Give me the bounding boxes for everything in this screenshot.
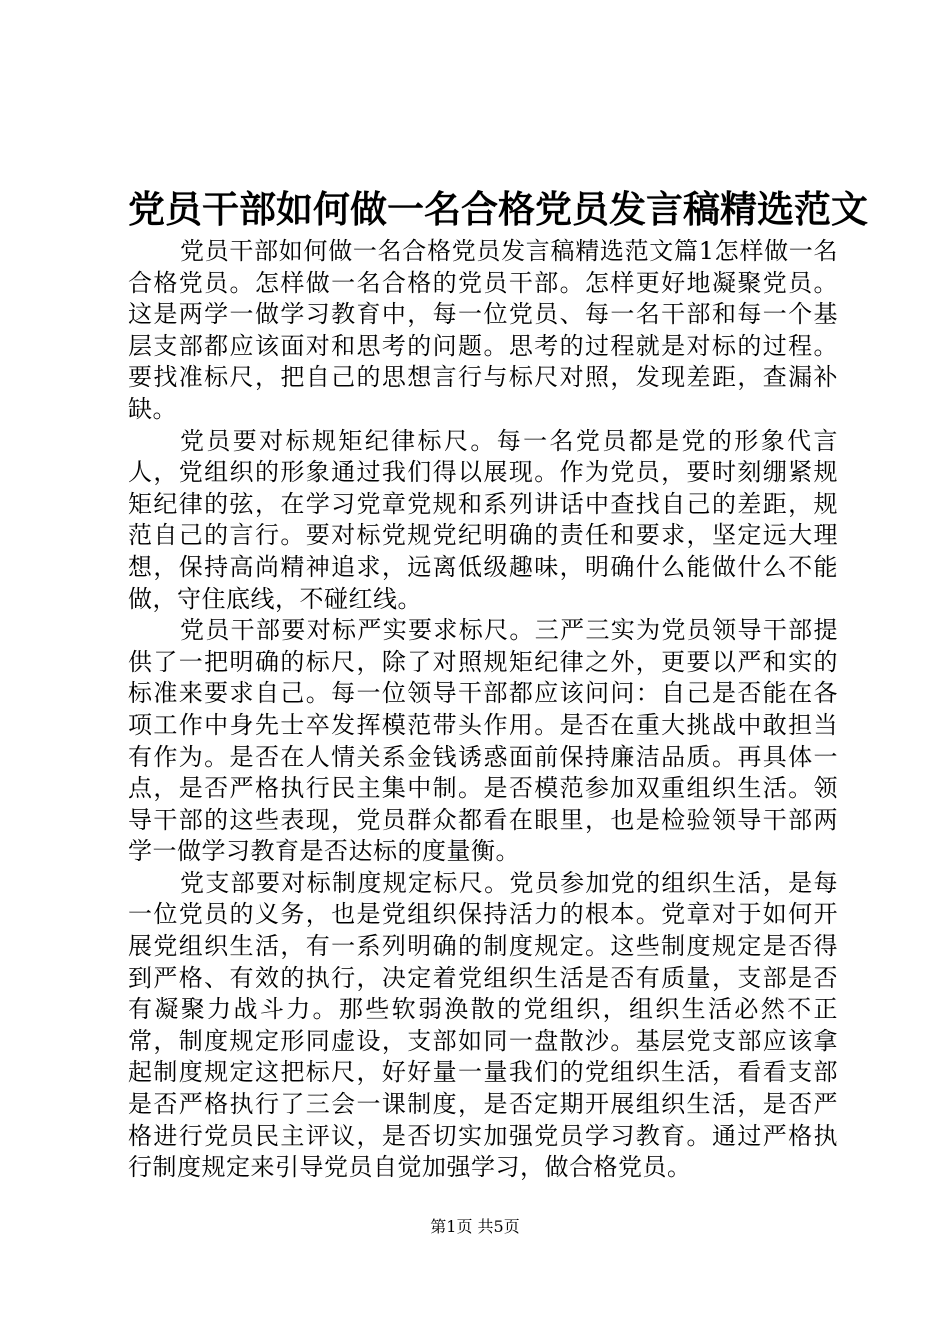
page-number-footer: 第1页 共5页 — [430, 1217, 520, 1236]
document-title: 党员干部如何做一名合格党员发言稿精选范文 — [128, 187, 868, 231]
document-body — [128, 236, 838, 1184]
paragraph-3: 党员干部要对标严实要求标尺。三严三实为党员领导干部提供了一把明确的标尺，除了对照规矩纪律之外，更要以严和实的标准来要求自己。每一位领导干部都应该问问：自己是否能在各项工作中身先士卒发挥模范带头作用。是否在重大挑战中敢担当有作为。是否在人情关系金钱诱惑面前保持廉洁品质。再具体一点，是否严格执行民主集中制。是否模范参加双重组织生活。领导干部的这些表现，党员群众都看在眼里，也是检验领导干部两学一做学习教育是否达标的度量衡。 — [128, 616, 838, 866]
paragraph-2: 党员要对标规矩纪律标尺。每一名党员都是党的形象代言人，党组织的形象通过我们得以展现。作为党员，要时刻绷紧规矩纪律的弦，在学习党章党规和系列讲话中查找自己的差距，规范自己的言行。要对标党规党纪明确的责任和要求，坚定远大理想，保持高尚精神追求，远离低级趣味，明确什么能做什么不能做，守住底线，不碰红线。 — [128, 426, 838, 613]
paragraph-1: 党员干部如何做一名合格党员发言稿精选范文篇1怎样做一名合格党员。怎样做一名合格的党员干部。怎样更好地凝聚党员。这是两学一做学习教育中，每一位党员、每一名干部和每一个基层支部都应该面对和思考的问题。思考的过程就是对标的过程。要找准标尺，把自己的思想言行与标尺对照，发现差距，查漏补缺。 — [128, 237, 838, 423]
paragraph-4: 党支部要对标制度规定标尺。党员参加党的组织生活，是每一位党员的义务，也是党组织保持活力的根本。党章对于如何开展党组织生活，有一系列明确的制度规定。这些制度规定是否得到严格、有效的执行，决定着党组织生活是否有质量，支部是否有凝聚力战斗力。那些软弱涣散的党组织，组织生活必然不正常，制度规定形同虚设，支部如同一盘散沙。基层党支部应该拿起制度规定这把标尺，好好量一量我们的党组织生活，看看支部是否严格执行了三会一课制度，是否定期开展组织生活，是否严格进行党员民主评议，是否切实加强党员学习教育。通过严格执行制度规定来引导党员自觉加强学习，做合格党员。 — [128, 868, 838, 1182]
